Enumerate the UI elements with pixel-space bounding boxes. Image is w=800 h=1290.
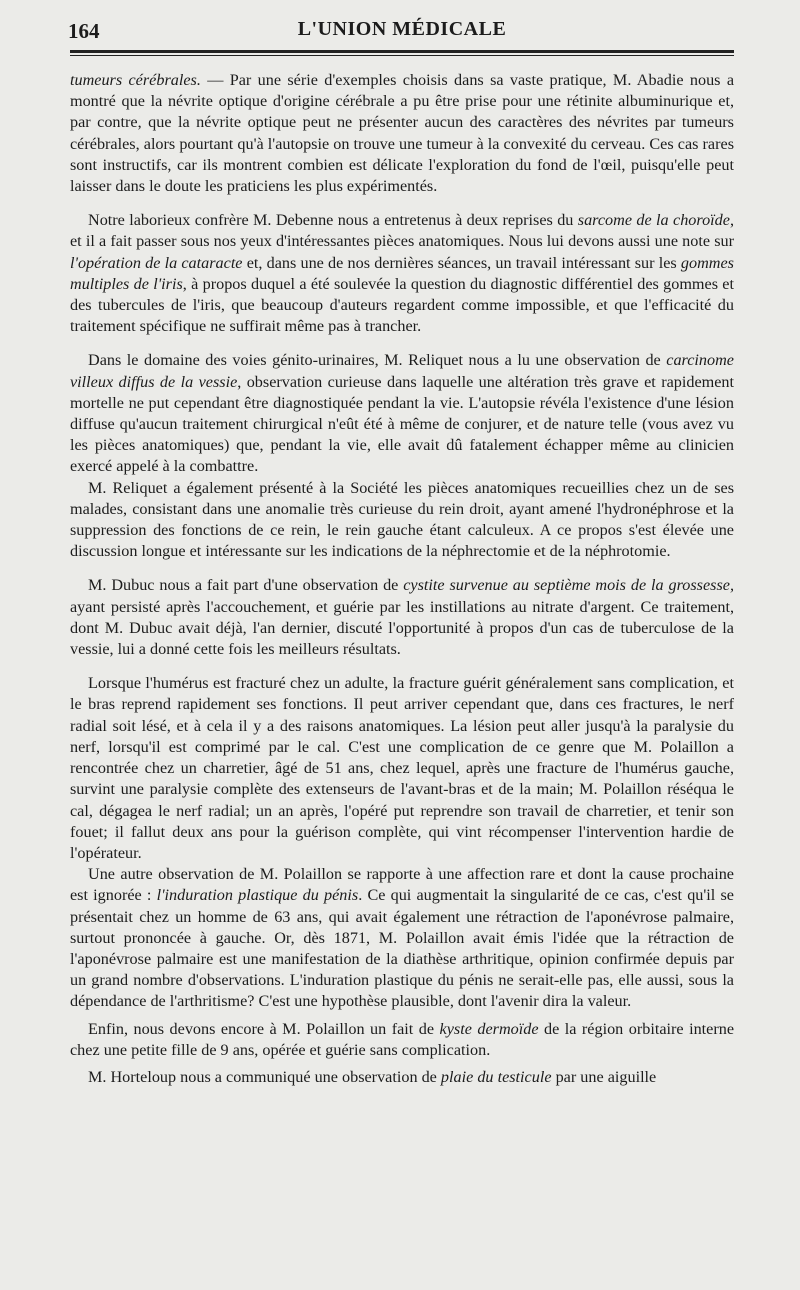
italic-text-run: sarcome de la choroïde <box>577 211 730 230</box>
page-header <box>70 14 734 44</box>
italic-text-run: carcinome villeux diffus de la vessie <box>70 351 734 391</box>
text-run: — Par une série d'exemples choisis dans sa vaste pratique, M. Abadie nous a montré que la névrite optique d'origine cérébrale a pu être prise pour une rétinite albuminurique et, par contre, que la névrite optique peut ne présenter aucun des caractères des névrites par tumeurs cérébrales, alors pourtant qu'à l'autopsie on trouve une tumeur à la convexité du cerveau. Ces cas rares sont instructifs, car ils montrent combien est délicate l'exploration du fond de l'œil, puisqu'elle peut laisser dans le doute les praticiens les plus expérimentés. <box>70 71 735 196</box>
italic-text-run: gommes multiples de l'iris <box>70 253 734 293</box>
paragraph-horteloup <box>70 1067 734 1088</box>
text-run: Notre laborieux confrère M. Debenne nous a entretenus à deux reprises du <box>88 211 578 230</box>
text-run: . Ce qui augmentait la singularité de ce cas, c'est qu'il se présentait chez un homme de 63 ans, qui avait également une rétraction de l'aponévrose palmaire, surtout prononcée à gauche. Or, dès 1871, M. Polaillon avait émis l'idée que la rétraction de l'aponévrose palmaire est une manifestation de la diathèse arthritique, opinion confirmée depuis par un grand nombre d'observations. L'induration plastique du pénis ne serait-elle pas, elle aussi, sous la dépendance de l'arthritisme? C'est une hypothèse plausible, dont l'avenir dira la valeur. <box>70 886 734 1011</box>
text-run: Lorsque l'humérus est fracturé chez un adulte, la fracture guérit généralement sans complication, et le bras reprend rapidement ses fonctions. Il peut arriver cependant que, dans ces fractures, le nerf radial soit lésé, et à cela il y a des raisons anatomiques. La lésion peut aller jusqu'à la paralysie du nerf, lorsqu'il est comprimé par le cal. C'est une complication de ce genre que M. Polaillon a rencontrée chez un charretier, âgé de 51 ans, chez lequel, après une fracture de l'humérus gauche, survint une paralysie complète des extenseurs de l'avant-bras et de la main; M. Polaillon réséqua le cal, dégagea le nerf radial; un an après, l'opéré put reprendre son travail de charretier, et tenir son fouet; il fallut deux ans pour la guérison complète, qui vint récompenser l'intervention hardie de l'opérateur. <box>70 674 734 862</box>
paragraph-debenne <box>70 210 734 337</box>
text-run: M. Dubuc nous a fait part d'une observation de <box>88 576 404 595</box>
paragraph-polaillon-kyste <box>70 1019 734 1061</box>
journal-title: L'UNION MÉDICALE <box>297 18 507 40</box>
paragraph-polaillon-penis <box>70 864 734 1012</box>
text-run: , à propos duquel a été soulevée la question du diagnostic différentiel des gommes et des tubercules de l'iris, que beaucoup d'auteurs regardent comme impossible, et que l'efficacité du traitement spécifique ne suffirait même pas à trancher. <box>70 274 734 336</box>
text-run: ayant persisté après l'accouchement, et guérie par les instillations au nitrate d'argent. Ce traitement, dont M. Dubuc avait déjà, l'an dernier, discuté l'opportunité à propos d'un cas de tuberculose de la vessie, lui a donné cette fois les meilleurs résultats. <box>70 597 734 659</box>
text-run: , observation curieuse dans laquelle une altération très grave et rapidement mortelle ne put cependant être diagnostiquée pendant la vie. L'autopsie révéla l'existence d'une lésion diffuse qu'aucun traitement chirurgical n'eût été à même de conjurer, et de nature telle (vous avez vu les pièces anatomiques) que, pendant la vie, elle avait dû fatalement échapper même au clinicien exercé appelé à la combattre. <box>70 372 735 476</box>
italic-text-run: plaie du testicule <box>440 1067 552 1086</box>
text-run: , et il a fait passer sous nos yeux d'intéressantes pièces anatomiques. Nous lui devons aussi une note sur <box>70 211 734 251</box>
italic-text-run: kyste dermoïde <box>439 1019 539 1038</box>
italic-text-run: tumeurs cérébrales. <box>70 71 201 89</box>
paragraph-dubuc <box>70 575 734 660</box>
text-run: Une autre observation de M. Polaillon se rapporte à une affection rare et dont la cause prochaine est ignorée : <box>70 865 734 905</box>
text-run: Dans le domaine des voies génito-urinaires, M. Reliquet nous a lu une observation de <box>88 351 667 370</box>
text-run: par une aiguille <box>551 1067 657 1086</box>
text-run: Enfin, nous devons encore à M. Polaillon un fait de <box>88 1019 440 1038</box>
paragraph-abadie <box>70 70 734 197</box>
italic-text-run: cystite survenue au septième mois de la grossesse, <box>403 576 734 595</box>
header-rule-thin <box>70 55 734 56</box>
text-run: de la région orbitaire interne chez une petite fille de 9 ans, opérée et guérie sans complication. <box>70 1019 735 1059</box>
text-run: M. Horteloup nous a communiqué une observation de <box>88 1067 441 1086</box>
text-run: M. Reliquet a également présenté à la Société les pièces anatomiques recueillies chez un de ses malades, consistant dans une anomalie très curieuse du rein droit, ayant amené l'hydronéphrose et la suppression des fonctions de ce rein, le rein gauche étant calculeux. A ce propos s'est élevée une discussion longue et intéressante sur les indications de la néphrectomie et de la néphrotomie. <box>70 478 734 561</box>
article-body <box>70 70 734 1088</box>
italic-text-run: l'opération de la cataracte <box>70 253 243 272</box>
header-rule <box>70 50 734 53</box>
italic-text-run: l'induration plastique du pénis <box>156 886 359 905</box>
paragraph-polaillon-humerus <box>70 673 734 864</box>
text-run: et, dans une de nos dernières séances, un travail intéressant sur les <box>242 253 681 272</box>
paragraph-reliquet-rein <box>70 478 734 563</box>
paragraph-reliquet-vessie <box>70 350 734 477</box>
page-number: 164 <box>68 19 100 43</box>
